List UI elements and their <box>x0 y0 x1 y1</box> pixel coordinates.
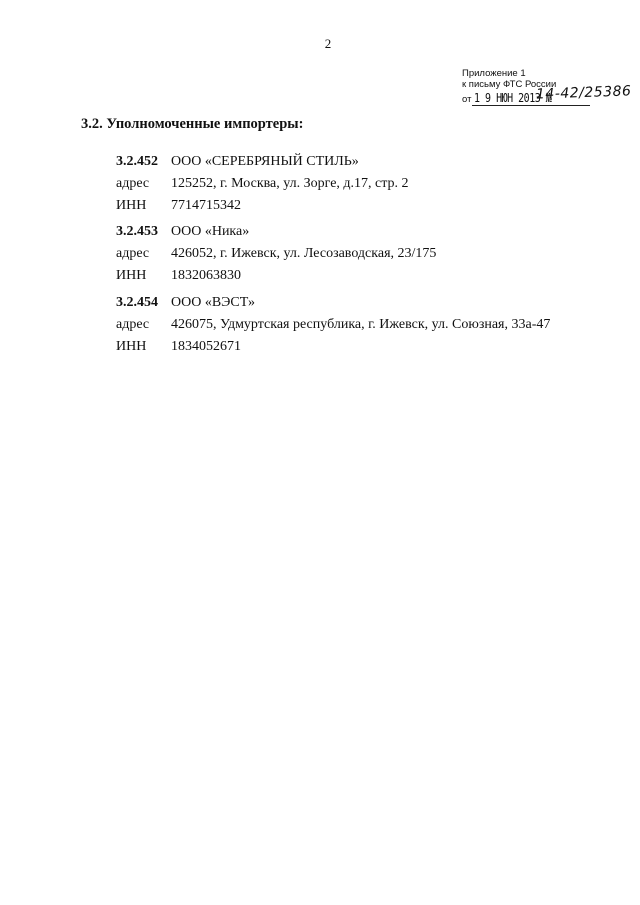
address-value: 426052, г. Ижевск, ул. Лесозаводская, 23/175 <box>171 246 437 261</box>
address-row <box>116 243 436 265</box>
address-label: адрес <box>116 176 150 191</box>
date-stamp: 1 9 НЮН 2013 № <box>474 92 552 106</box>
date-prefix: от <box>462 94 472 105</box>
address-value: 125252, г. Москва, ул. Зорге, д.17, стр. 2 <box>171 176 409 191</box>
inn-label: ИНН <box>116 268 147 283</box>
inn-label: ИНН <box>116 339 147 354</box>
importer-entry <box>116 292 550 358</box>
underline-divider <box>472 105 590 106</box>
inn-value: 1834052671 <box>171 339 241 354</box>
inn-row <box>116 265 436 287</box>
address-label: адрес <box>116 246 150 261</box>
company-name: ООО «СЕРЕБРЯНЫЙ СТИЛЬ» <box>171 154 359 169</box>
company-name: ООО «ВЭСТ» <box>171 295 255 310</box>
appendix-header <box>462 68 632 106</box>
address-label: адрес <box>116 317 150 332</box>
page-number: 2 <box>324 36 332 51</box>
entry-number: 3.2.454 <box>116 295 158 310</box>
handwritten-number: 14-42/25386 <box>535 83 632 103</box>
inn-label: ИНН <box>116 198 147 213</box>
appendix-letter-ref: к письму ФТС России <box>462 79 557 90</box>
inn-value: 7714715342 <box>171 198 241 213</box>
appendix-title: Приложение 1 <box>462 68 526 79</box>
importer-entry <box>116 221 436 287</box>
inn-value: 1832063830 <box>171 268 241 283</box>
company-name: ООО «Ника» <box>171 224 250 239</box>
importer-entry <box>116 151 409 217</box>
inn-row <box>116 195 409 217</box>
inn-row <box>116 336 550 358</box>
address-value: 426075, Удмуртская республика, г. Ижевск, ул. Союзная, 33а-47 <box>171 317 551 332</box>
entry-number: 3.2.452 <box>116 154 158 169</box>
address-row <box>116 314 550 336</box>
entry-header-row <box>116 151 409 173</box>
section-title: 3.2. Уполномоченные импортеры: <box>81 116 304 132</box>
entry-header-row <box>116 292 550 314</box>
address-row <box>116 173 409 195</box>
entry-number: 3.2.453 <box>116 224 158 239</box>
entry-header-row <box>116 221 436 243</box>
